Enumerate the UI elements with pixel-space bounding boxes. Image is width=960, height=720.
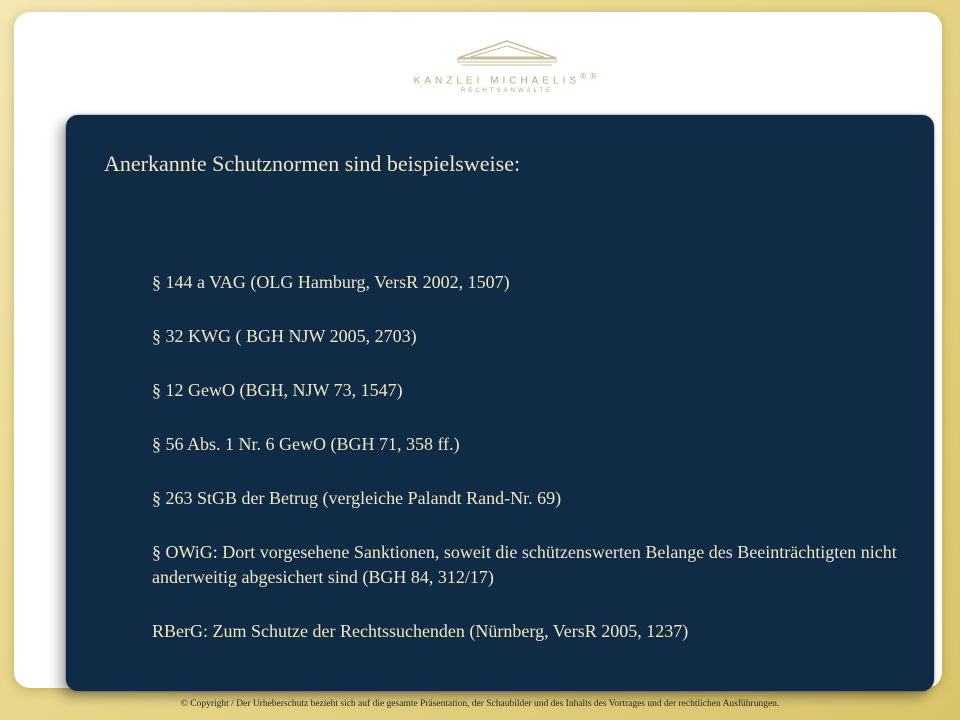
norm-item: § 12 GewO (BGH, NJW 73, 1547) — [152, 380, 403, 400]
copyright-footer: © Copyright / Der Urheberschutz bezieht sich auf die gesamte Präsentation, der Schaubilder und des Inhalts des Vortrages und der rechtlichen Ausführungen. — [180, 699, 780, 709]
brand-name: KANZLEI MICHAELIS®® — [413, 71, 601, 87]
slide-sheet — [14, 12, 942, 688]
kanzlei-logo — [402, 38, 612, 108]
norm-item: § 32 KWG ( BGH NJW 2005, 2703) — [152, 326, 417, 346]
temple-roof-icon — [452, 38, 562, 68]
norm-item: § 263 StGB der Betrug (vergleiche Palandt Rand-Nr. 69) — [152, 488, 562, 508]
norm-item: RBerG: Zum Schutze der Rechtssuchenden (Nürnberg, VersR 2005, 1237) — [152, 621, 689, 641]
norm-list — [152, 270, 912, 673]
content-panel — [66, 115, 934, 691]
brand-subtitle: RECHTSANWÄLTE — [460, 88, 554, 95]
slide-heading: Anerkannte Schutznormen sind beispielsweise: — [104, 151, 521, 176]
norm-item: § 144 a VAG (OLG Hamburg, VersR 2002, 1507) — [152, 272, 510, 292]
norm-item: § OWiG: Dort vorgesehene Sanktionen, soweit die schützenswerten Belange des Beeinträchtigten nicht anderweitig abgesichert sind (BGH 84, 312/17) — [152, 542, 897, 587]
norm-item: § 56 Abs. 1 Nr. 6 GewO (BGH 71, 358 ff.) — [152, 434, 460, 454]
brand-superscript: ®® — [580, 71, 601, 81]
